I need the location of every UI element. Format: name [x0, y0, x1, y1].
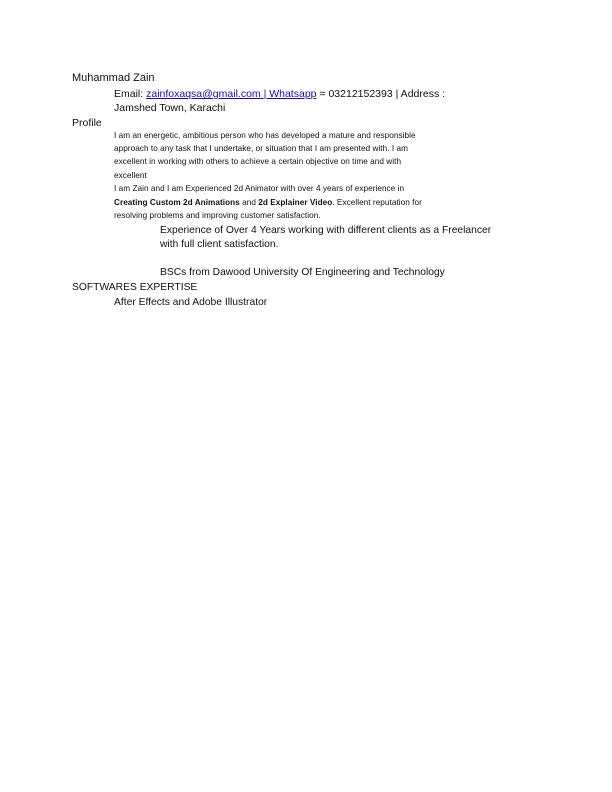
person-name: Muhammad Zain: [72, 72, 155, 84]
software-heading: SOFTWARES EXPERTISE: [72, 282, 198, 293]
profile-heading: Profile: [72, 117, 102, 129]
software-item: After Effects and Adobe Illustrator: [114, 297, 268, 308]
profile-line: I am Zain and I am Experienced 2d Animator with over 4 years of experience in: [114, 184, 405, 193]
email-link[interactable]: zainfoxaqsa@gmail.com | Whatsapp: [146, 88, 317, 100]
address: Jamshed Town, Karachi: [114, 102, 226, 114]
education-line: BSCs from Dawood University Of Engineering and Technology: [160, 267, 445, 278]
profile-line: resolving problems and improving customer satisfaction.: [114, 211, 321, 220]
skill-animations: Creating Custom 2d Animations: [114, 198, 240, 207]
skill-explainer: 2d Explainer Video: [258, 198, 333, 207]
profile-line: I am an energetic, ambitious person who has developed a mature and responsible: [114, 131, 416, 140]
contact-line: [114, 89, 445, 100]
experience-line: Experience of Over 4 Years working with different clients as a Freelancer: [160, 225, 492, 236]
profile-line: approach to any task that I undertake, or situation that I am presented with. I am: [114, 144, 409, 153]
whatsapp-number: = 03212152393 | Address :: [316, 88, 446, 100]
profile-line: excellent in working with others to achieve a certain objective on time and with: [114, 157, 402, 166]
profile-line: excellent: [114, 171, 147, 180]
profile-line-skills: Creating Custom 2d Animations and 2d Explainer Video. Excellent reputation for: [114, 198, 422, 207]
email-label: Email:: [114, 88, 144, 100]
experience-line: with full client satisfaction.: [160, 239, 279, 250]
